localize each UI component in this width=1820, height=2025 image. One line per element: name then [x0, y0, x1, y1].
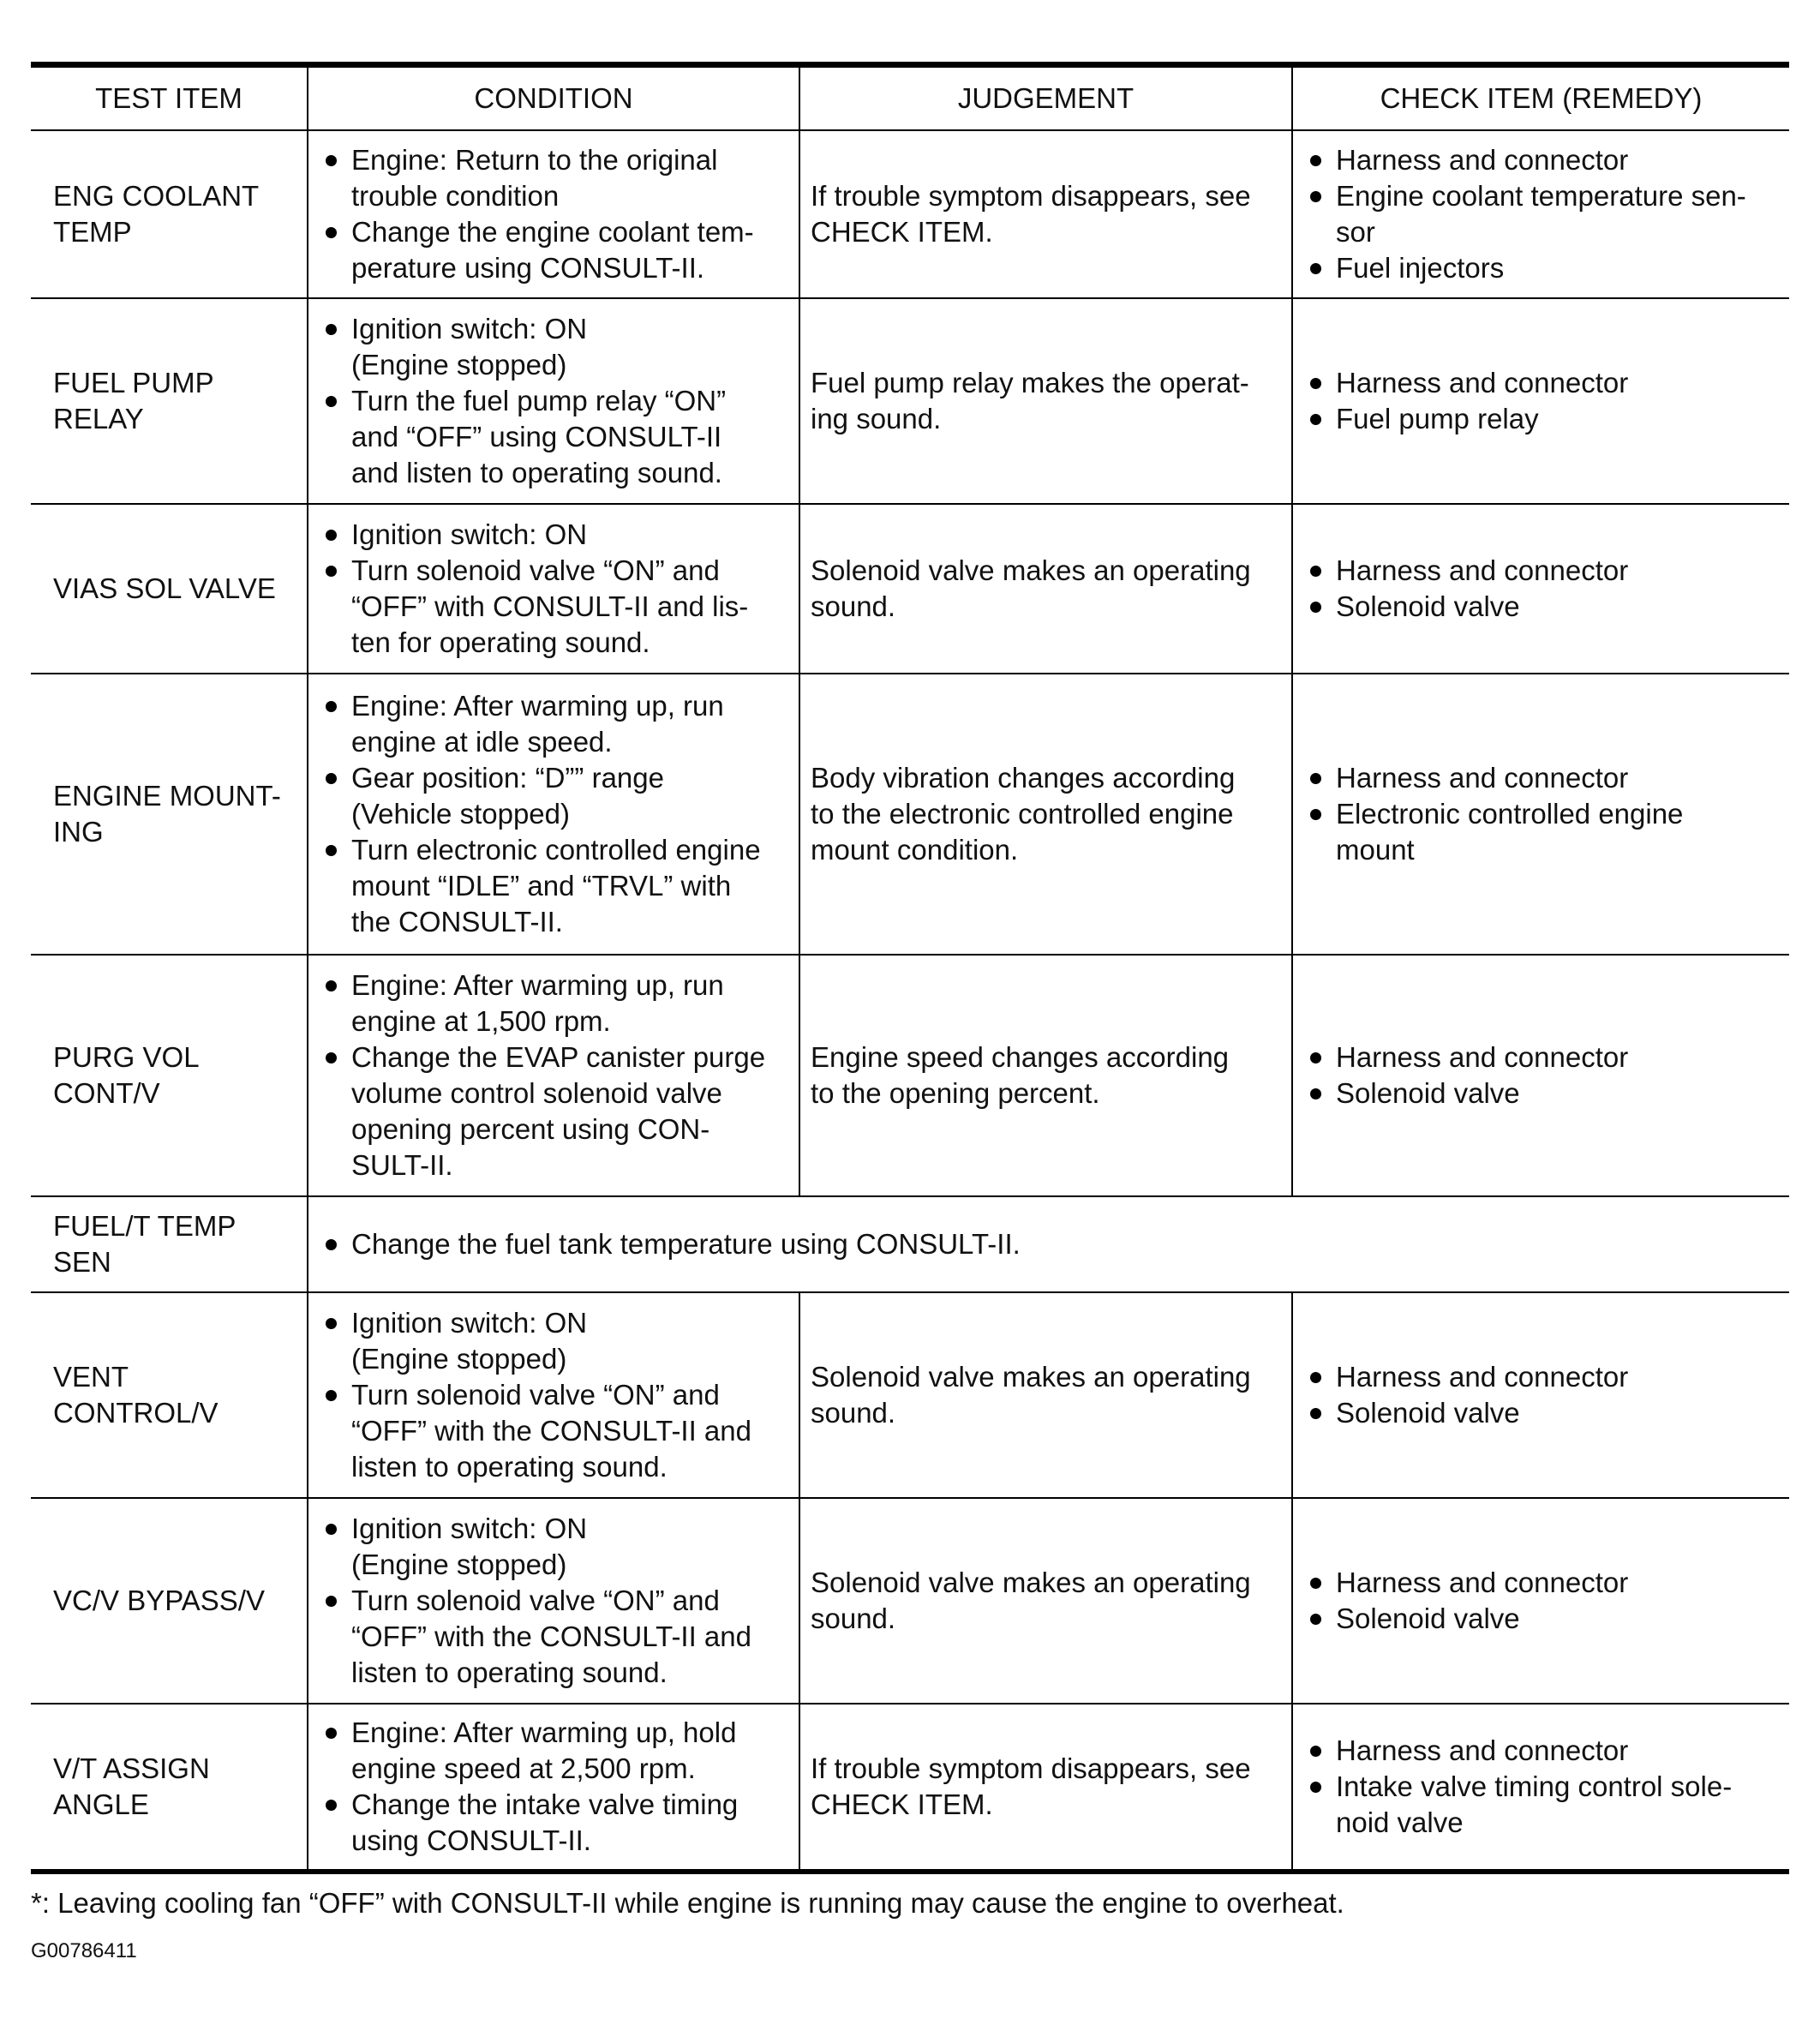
- check-item-list: [1302, 553, 1779, 625]
- check-item-bullet: Harness and connector: [1302, 1359, 1779, 1395]
- judgement-cell: Body vibration changes according to the electronic controlled engine mount condition.: [799, 674, 1292, 955]
- header-judgement: JUDGEMENT: [799, 65, 1292, 131]
- table-row: [31, 674, 1789, 955]
- check-item-list: [1302, 1359, 1779, 1431]
- check-item-cell: [1292, 298, 1789, 504]
- condition-list: [317, 1715, 792, 1859]
- condition-bullet: Engine: Return to the original trouble condition: [317, 142, 792, 214]
- table-row: [31, 504, 1789, 674]
- judgement-cell: Solenoid valve makes an operating sound.: [799, 1498, 1292, 1704]
- judgement-cell: Solenoid valve makes an operating sound.: [799, 504, 1292, 674]
- check-item-list: [1302, 1733, 1779, 1841]
- active-test-table-container: [31, 62, 1789, 1874]
- condition-cell: [308, 1196, 1789, 1292]
- check-item-cell: [1292, 1292, 1789, 1498]
- test-item-cell: FUEL PUMP RELAY: [31, 298, 308, 504]
- condition-cell: [308, 130, 799, 298]
- condition-bullet: Turn solenoid valve “ON” and “OFF” with CONSULT-II and lis- ten for operating sound.: [317, 553, 792, 661]
- check-item-bullet: Solenoid valve: [1302, 1075, 1779, 1111]
- condition-bullet: Change the engine coolant tem- perature using CONSULT-II.: [317, 214, 792, 286]
- check-item-bullet: Fuel pump relay: [1302, 401, 1779, 437]
- condition-list: [317, 517, 792, 661]
- check-item-bullet: Harness and connector: [1302, 365, 1779, 401]
- table-row: [31, 130, 1789, 298]
- header-check-item: CHECK ITEM (REMEDY): [1292, 65, 1789, 131]
- condition-bullet: Gear position: “D”” range (Vehicle stopped): [317, 760, 792, 832]
- check-item-list: [1302, 760, 1779, 868]
- test-item-cell: PURG VOL CONT/V: [31, 955, 308, 1196]
- condition-bullet: Engine: After warming up, run engine at idle speed.: [317, 688, 792, 760]
- condition-bullet: Ignition switch: ON: [317, 517, 792, 553]
- test-item-cell: VC/V BYPASS/V: [31, 1498, 308, 1704]
- judgement-cell: Fuel pump relay makes the operat- ing sound.: [799, 298, 1292, 504]
- test-item-cell: VENT CONTROL/V: [31, 1292, 308, 1498]
- condition-bullet: Turn the fuel pump relay “ON” and “OFF” using CONSULT-II and listen to operating sound.: [317, 383, 792, 491]
- footnote: *: Leaving cooling fan “OFF” with CONSULT-II while engine is running may cause the engine to overheat.: [31, 1887, 1344, 1919]
- check-item-bullet: Harness and connector: [1302, 760, 1779, 796]
- header-condition: CONDITION: [308, 65, 799, 131]
- condition-bullet: Engine: After warming up, hold engine speed at 2,500 rpm.: [317, 1715, 792, 1787]
- figure-reference: G00786411: [31, 1939, 137, 1962]
- condition-list: [317, 1511, 792, 1691]
- condition-list: [317, 311, 792, 491]
- check-item-bullet: Fuel injectors: [1302, 250, 1779, 286]
- table-header-row: [31, 65, 1789, 131]
- condition-bullet: Engine: After warming up, run engine at 1,500 rpm.: [317, 968, 792, 1039]
- condition-bullet: Turn electronic controlled engine mount “IDLE” and “TRVL” with the CONSULT-II.: [317, 832, 792, 940]
- judgement-cell: If trouble symptom disappears, see CHECK ITEM.: [799, 130, 1292, 298]
- check-item-cell: [1292, 1704, 1789, 1872]
- active-test-table: [31, 62, 1789, 1874]
- test-item-cell: VIAS SOL VALVE: [31, 504, 308, 674]
- table-row: [31, 298, 1789, 504]
- check-item-bullet: Electronic controlled engine mount: [1302, 796, 1779, 868]
- condition-list: [317, 688, 792, 940]
- condition-cell: [308, 298, 799, 504]
- table-row: [31, 955, 1789, 1196]
- check-item-cell: [1292, 1498, 1789, 1704]
- check-item-list: [1302, 1565, 1779, 1637]
- test-item-cell: FUEL/T TEMP SEN: [31, 1196, 308, 1292]
- table-row: [31, 1498, 1789, 1704]
- check-item-list: [1302, 365, 1779, 437]
- condition-cell: [308, 504, 799, 674]
- test-item-cell: V/T ASSIGN ANGLE: [31, 1704, 308, 1872]
- judgement-cell: Solenoid valve makes an operating sound.: [799, 1292, 1292, 1498]
- table-row: [31, 1292, 1789, 1498]
- check-item-bullet: Harness and connector: [1302, 142, 1779, 178]
- condition-cell: [308, 674, 799, 955]
- judgement-cell: Engine speed changes according to the opening percent.: [799, 955, 1292, 1196]
- check-item-bullet: Harness and connector: [1302, 1733, 1779, 1769]
- table-row: [31, 1704, 1789, 1872]
- condition-list: [317, 142, 792, 286]
- check-item-bullet: Solenoid valve: [1302, 589, 1779, 625]
- check-item-cell: [1292, 130, 1789, 298]
- check-item-bullet: Intake valve timing control sole- noid valve: [1302, 1769, 1779, 1841]
- check-item-bullet: Harness and connector: [1302, 1565, 1779, 1601]
- condition-cell: [308, 955, 799, 1196]
- condition-bullet: Ignition switch: ON (Engine stopped): [317, 1305, 792, 1377]
- table-body: [31, 130, 1789, 1872]
- check-item-bullet: Solenoid valve: [1302, 1395, 1779, 1431]
- condition-cell: [308, 1292, 799, 1498]
- condition-bullet: Change the intake valve timing using CONSULT-II.: [317, 1787, 792, 1859]
- check-item-list: [1302, 1039, 1779, 1111]
- check-item-list: [1302, 142, 1779, 286]
- condition-bullet: Turn solenoid valve “ON” and “OFF” with the CONSULT-II and listen to operating sound.: [317, 1583, 792, 1691]
- test-item-cell: ENG COOLANT TEMP: [31, 130, 308, 298]
- check-item-bullet: Engine coolant temperature sen- sor: [1302, 178, 1779, 250]
- table-row: [31, 1196, 1789, 1292]
- condition-bullet: Ignition switch: ON (Engine stopped): [317, 311, 792, 383]
- check-item-bullet: Harness and connector: [1302, 1039, 1779, 1075]
- condition-bullet: Change the fuel tank temperature using CONSULT-II.: [317, 1226, 1782, 1262]
- condition-bullet: Change the EVAP canister purge volume control solenoid valve opening percent using CON- SULT-II.: [317, 1039, 792, 1183]
- condition-list: [317, 968, 792, 1183]
- check-item-bullet: Solenoid valve: [1302, 1601, 1779, 1637]
- condition-cell: [308, 1498, 799, 1704]
- judgement-cell: If trouble symptom disappears, see CHECK ITEM.: [799, 1704, 1292, 1872]
- check-item-bullet: Harness and connector: [1302, 553, 1779, 589]
- condition-bullet: Ignition switch: ON (Engine stopped): [317, 1511, 792, 1583]
- check-item-cell: [1292, 955, 1789, 1196]
- condition-list: [317, 1305, 792, 1485]
- condition-bullet: Turn solenoid valve “ON” and “OFF” with the CONSULT-II and listen to operating sound.: [317, 1377, 792, 1485]
- check-item-cell: [1292, 504, 1789, 674]
- condition-list: [317, 1226, 1782, 1262]
- header-test-item: TEST ITEM: [95, 82, 242, 114]
- condition-cell: [308, 1704, 799, 1872]
- test-item-cell: ENGINE MOUNT- ING: [31, 674, 308, 955]
- check-item-cell: [1292, 674, 1789, 955]
